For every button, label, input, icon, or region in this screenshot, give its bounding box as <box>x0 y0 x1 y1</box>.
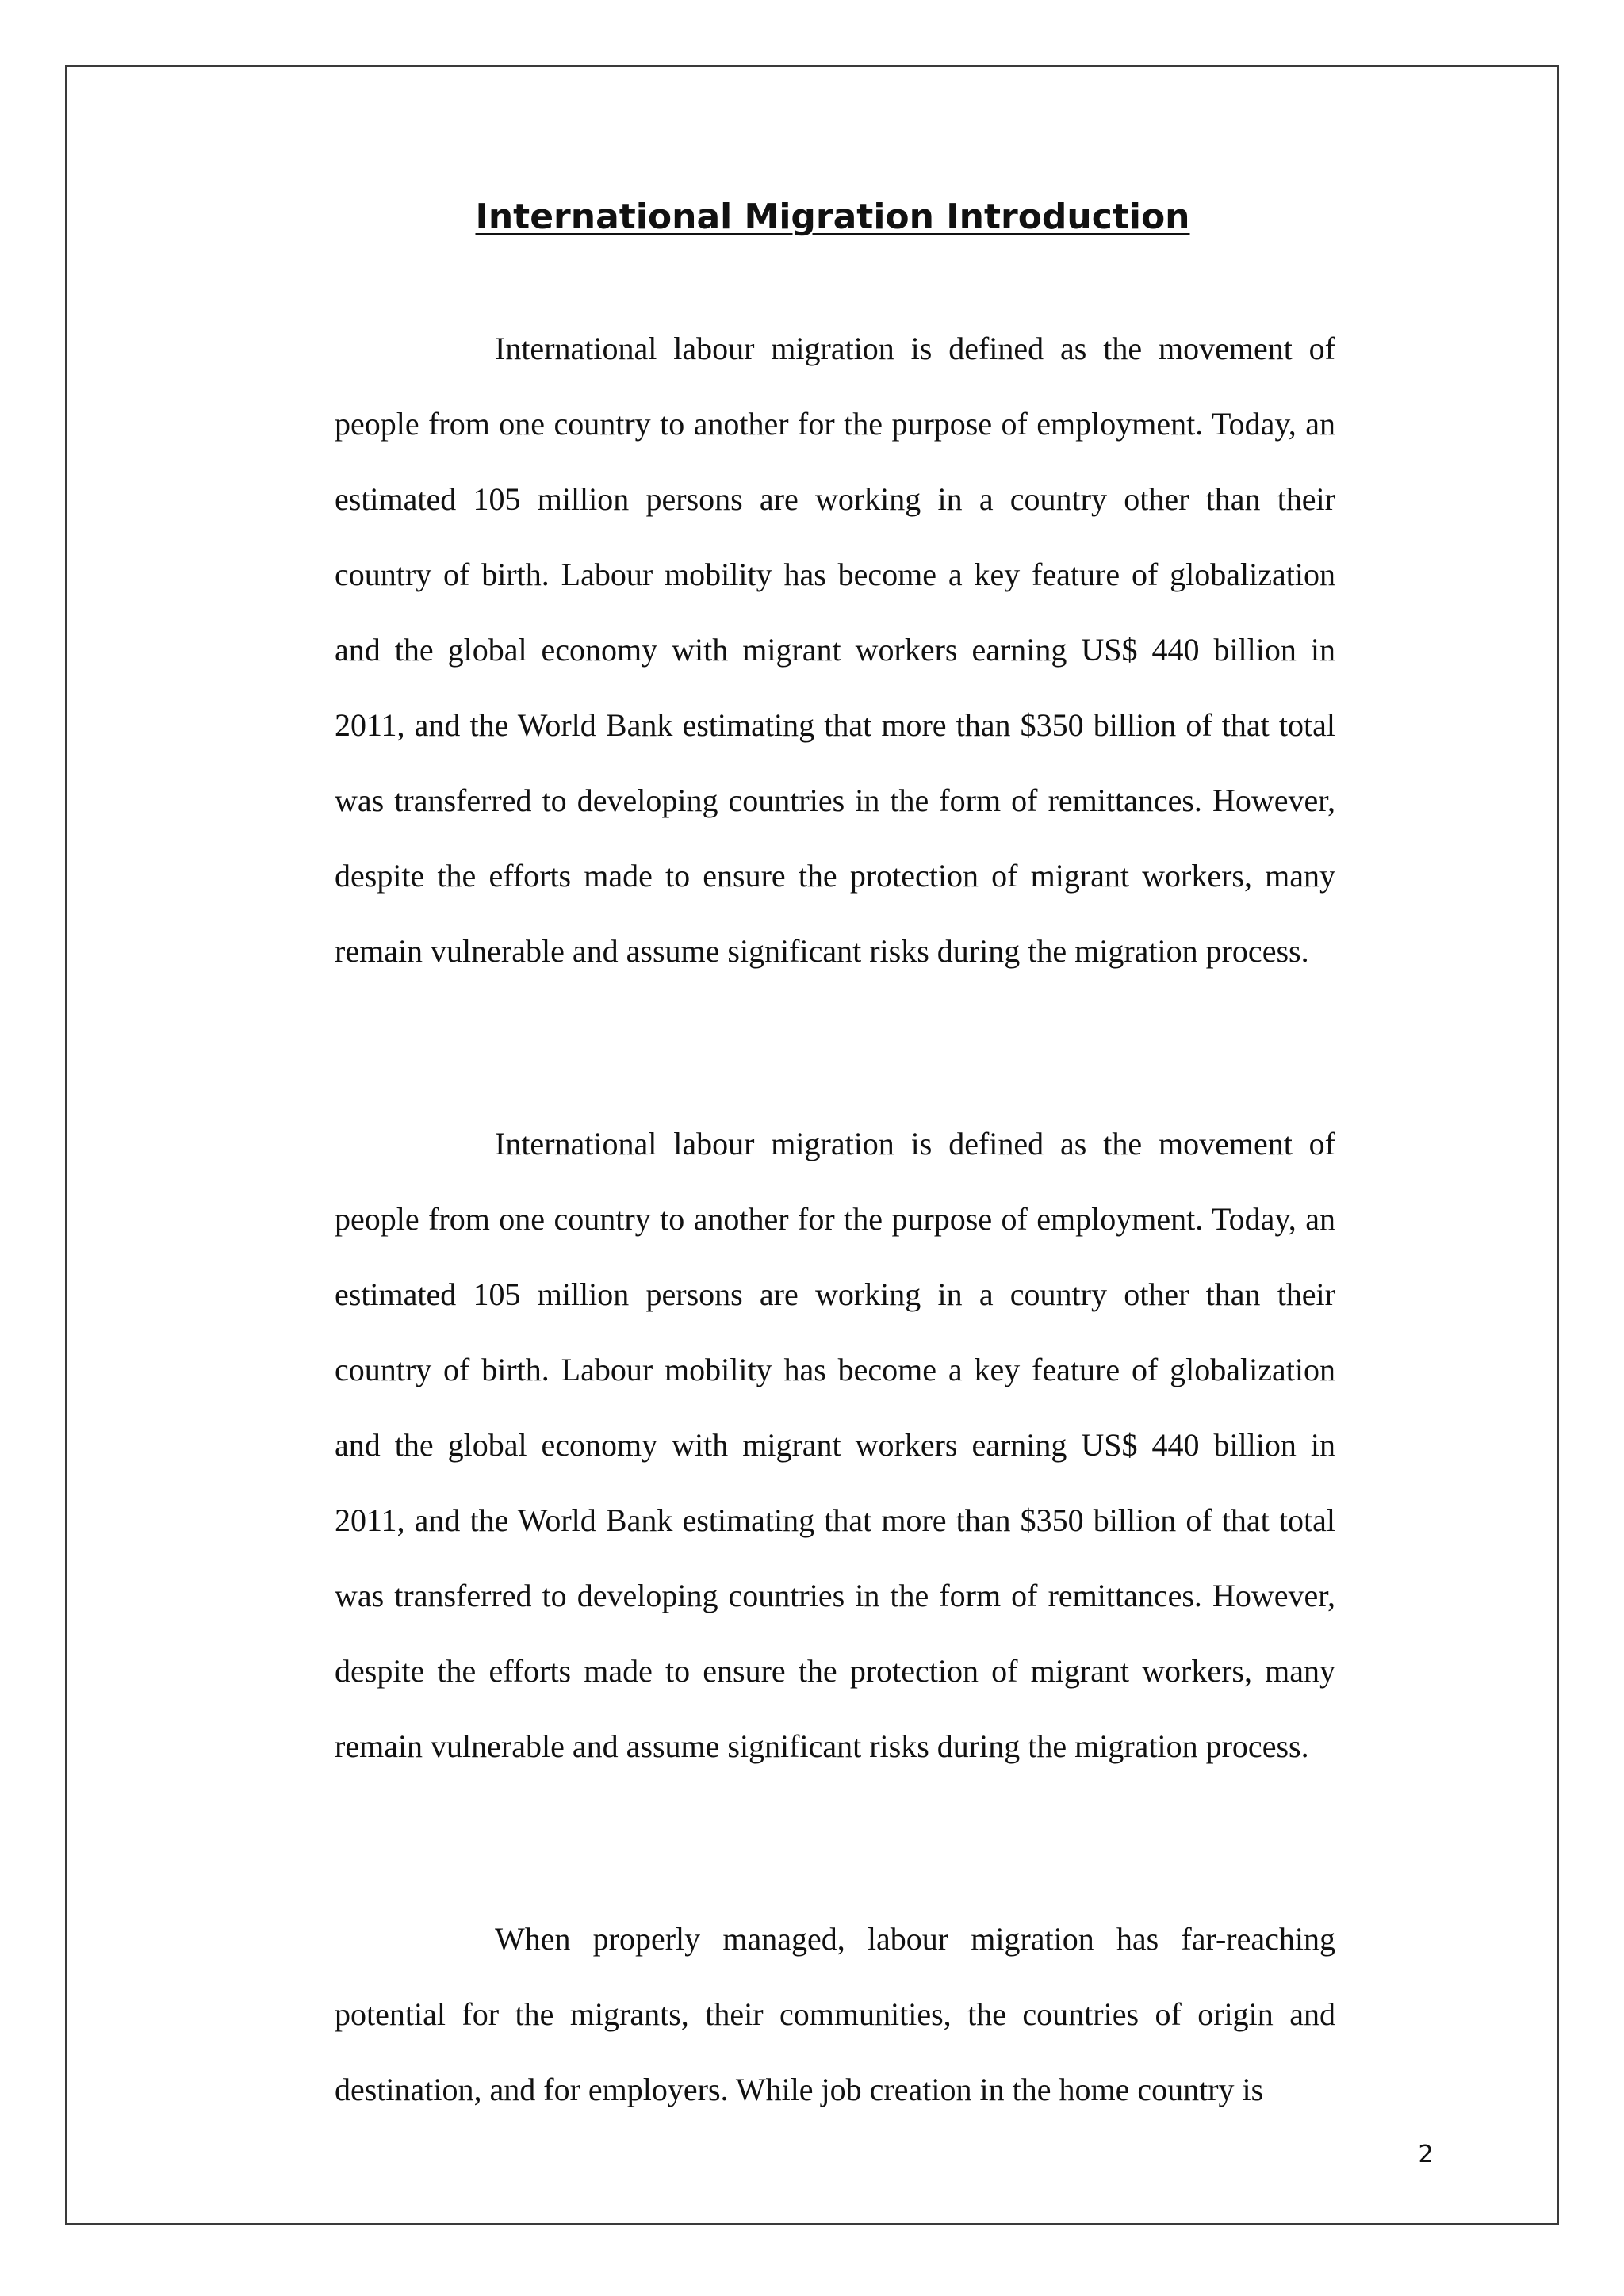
paragraph-3: When properly managed, labour migration has far-reaching potential for the migrants, their communities, the countries of origin and destination, and for employers. While job creation in the home country is <box>335 1921 1335 2107</box>
paragraph-1: International labour migration is defined as the movement of people from one country to another for the purpose of employment. Today, an estimated 105 million persons are working in a country other than their country of birth. Labour mobility has become a key feature of globalization and the global economy with migrant workers earning US$ 440 billion in 2011, and the World Bank estimating that more than $350 billion of that total was transferred to developing countries in the form of remittances. However, despite the efforts made to ensure the protection of migrant workers, many remain vulnerable and assume significant risks during the migration process. <box>335 331 1335 969</box>
page-number: 2 <box>1418 2141 1434 2168</box>
document-title: International Migration Introduction <box>475 197 1190 237</box>
paragraph-2: International labour migration is defined as the movement of people from one country to another for the purpose of employment. Today, an estimated 105 million persons are working in a country other than their country of birth. Labour mobility has become a key feature of globalization and the global economy with migrant workers earning US$ 440 billion in 2011, and the World Bank estimating that more than $350 billion of that total was transferred to developing countries in the form of remittances. However, despite the efforts made to ensure the protection of migrant workers, many remain vulnerable and assume significant risks during the migration process. <box>335 1126 1335 1764</box>
